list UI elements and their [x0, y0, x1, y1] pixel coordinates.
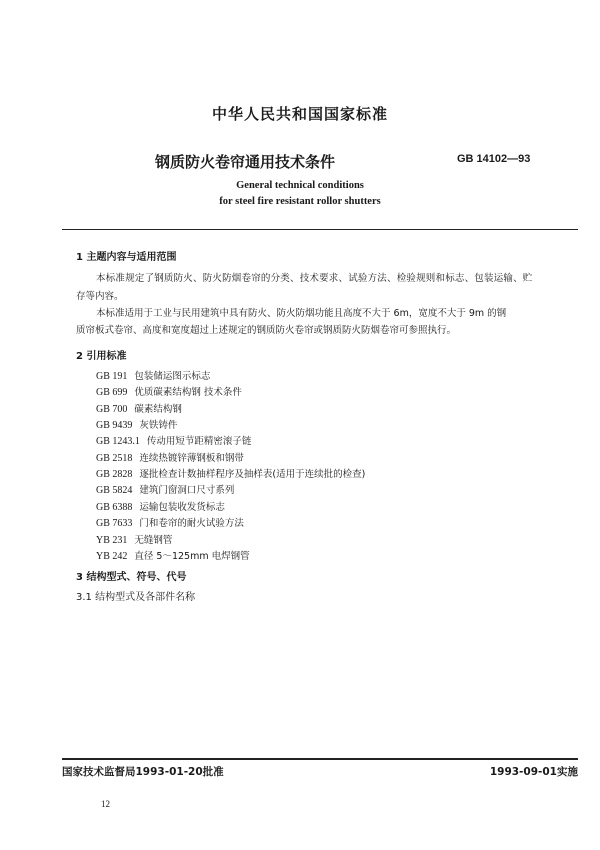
section-1-paragraph-1-line-2: 存等内容。 [76, 291, 124, 302]
national-standard-title: 中华人民共和国国家标准 [211, 105, 388, 123]
reference-item [96, 401, 182, 415]
reference-item [96, 368, 210, 382]
reference-title: 包装储运图示标志 [134, 371, 211, 382]
reference-code: GB 2518 [96, 453, 133, 464]
reference-title: 碳素结构钢 [134, 404, 182, 415]
section-3-heading: 3 结构型式、符号、代号 [76, 572, 187, 583]
reference-title: 逐批检查计数抽样程序及抽样表(适用于连续批的检查) [139, 469, 366, 480]
section-1-heading: 1 主题内容与适用范围 [76, 252, 177, 263]
reference-title: 建筑门窗洞口尺寸系列 [139, 485, 235, 496]
document-title-en-line2: for steel fire resistant rollor shutters [219, 196, 381, 207]
reference-code: GB 5824 [96, 485, 133, 496]
reference-item [96, 515, 244, 529]
reference-item [96, 548, 250, 562]
section-1-paragraph-2-line-2: 质帘板式卷帘、高度和宽度超过上述规定的钢质防火卷帘或钢质防火防烟卷帘可参照执行。 [76, 325, 457, 336]
reference-title: 门和卷帘的耐火试验方法 [139, 518, 244, 529]
reference-code: GB 7633 [96, 518, 133, 529]
reference-item [96, 433, 251, 447]
document-title-cn: 钢质防火卷帘通用技术条件 [155, 153, 336, 171]
footer-divider [62, 758, 578, 760]
effective-date: 1993-09-01实施 [489, 766, 578, 778]
reference-title: 传动用短节距精密滚子链 [146, 436, 252, 447]
section-3-1-heading: 3.1 结构型式及各部件名称 [76, 592, 196, 603]
reference-title: 优质碳素结构钢 技术条件 [134, 387, 242, 398]
reference-title: 连续热镀锌薄钢板和钢带 [139, 453, 244, 464]
document-title-en-line1: General technical conditions [236, 180, 364, 191]
header-divider [62, 229, 578, 230]
section-1-paragraph-1-line-1: 本标准规定了钢质防火、防火防烟卷帘的分类、技术要求、试验方法、检验规则和标志、包装运输、贮 [96, 273, 533, 284]
reference-code: GB 9439 [96, 420, 133, 431]
section-1-paragraph-2-line-1: 本标准适用于工业与民用建筑中具有防火、防火防烟功能且高度不大于 6m，宽度不大于 9m 的钢 [96, 308, 507, 319]
reference-title: 直径 5～125mm 电焊钢管 [134, 551, 250, 562]
section-2-heading: 2 引用标准 [76, 351, 127, 362]
reference-item [96, 482, 234, 496]
reference-item [96, 466, 365, 480]
reference-code: GB 191 [96, 371, 128, 382]
reference-item [96, 532, 172, 546]
reference-title: 灰铁铸件 [139, 420, 178, 431]
reference-code: GB 1243.1 [96, 436, 140, 447]
reference-title: 运输包装收发货标志 [139, 502, 225, 513]
page-number: 12 [101, 799, 110, 809]
reference-code: YB 231 [96, 535, 128, 546]
standard-code: GB 14102—93 [457, 153, 531, 165]
reference-code: GB 700 [96, 404, 128, 415]
reference-code: GB 2828 [96, 469, 133, 480]
reference-item [96, 450, 244, 464]
reference-item [96, 417, 177, 431]
approval-date: 国家技术监督局1993-01-20批准 [62, 766, 224, 778]
reference-item [96, 499, 225, 513]
reference-code: YB 242 [96, 551, 128, 562]
reference-code: GB 6388 [96, 502, 133, 513]
reference-code: GB 699 [96, 387, 128, 398]
reference-item [96, 384, 242, 398]
reference-title: 无缝钢管 [134, 535, 173, 546]
